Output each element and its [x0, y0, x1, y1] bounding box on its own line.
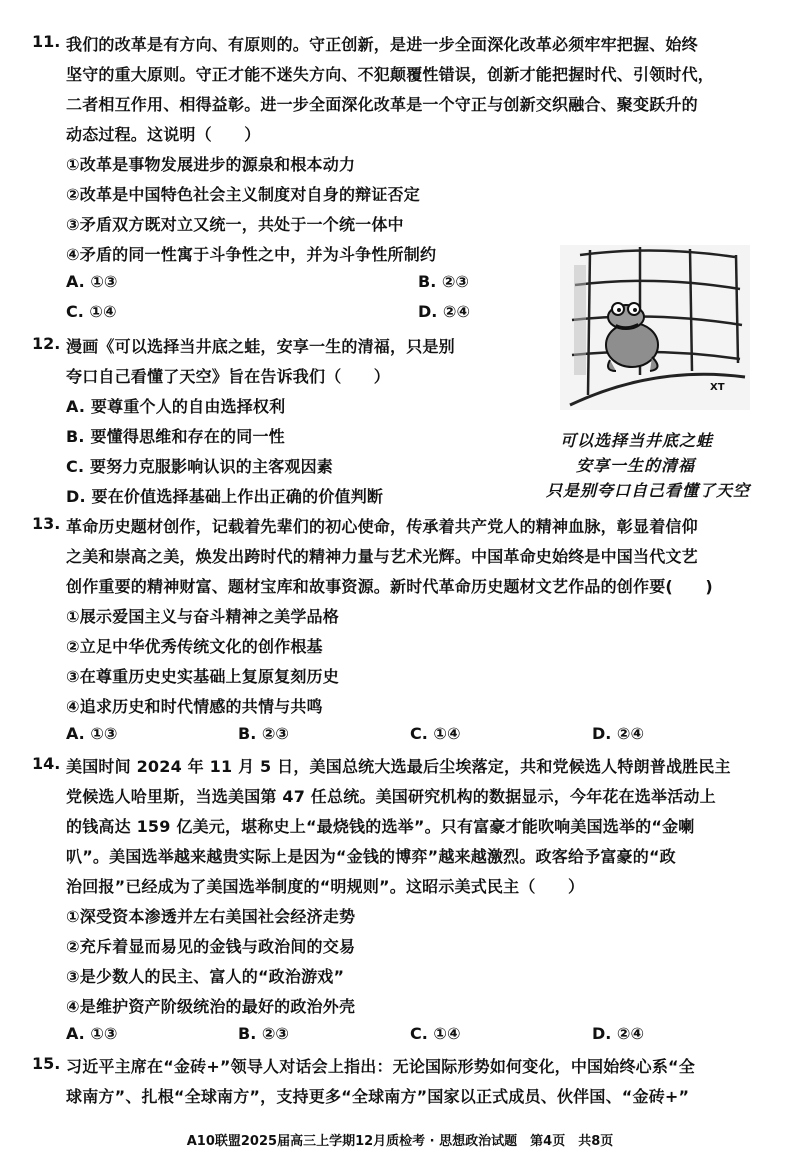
question-number: 14.: [32, 754, 61, 773]
choice-c: C. ①④: [410, 1024, 461, 1043]
question-text-line: 治回报”已经成为了美国选举制度的“明规则”。这昭示美式民主（ ）: [66, 877, 585, 896]
question-text-line: 球南方”、扎根“全球南方”，支持更多“全球南方”国家以正式成员、伙伴国、“金砖+”: [66, 1087, 690, 1106]
statement: ③矛盾双方既对立又统一，共处于一个统一体中: [66, 215, 404, 234]
choice-d: D. ②④: [592, 724, 645, 743]
choice-a: A. ①③: [66, 724, 118, 743]
statement: ①改革是事物发展进步的源泉和根本动力: [66, 155, 356, 174]
choice-a: A. ①③: [66, 1024, 118, 1043]
choice-d: D. ②④: [592, 1024, 645, 1043]
question-number: 11.: [32, 32, 61, 51]
choice-c: C. 要努力克服影响认识的主客观因素: [66, 457, 333, 476]
question-text-line: 漫画《可以选择当井底之蛙，安享一生的清福，只是别: [66, 337, 455, 356]
question-text-line: 创作重要的精神财富、题材宝库和故事资源。新时代革命历史题材文艺作品的创作要( ): [66, 577, 713, 596]
question-text-line: 我们的改革是有方向、有原则的。守正创新，是进一步全面深化改革必须牢牢把握、始终: [66, 35, 698, 54]
cartoon-caption-line: 安享一生的清福: [576, 456, 696, 475]
question-text-line: 夸口自己看懂了天空》旨在告诉我们（ ）: [66, 367, 391, 386]
statement: ④是维护资产阶级统治的最好的政治外壳: [66, 997, 356, 1016]
choice-c: C. ①④: [410, 724, 461, 743]
question-number: 12.: [32, 334, 61, 353]
question-text-line: 坚守的重大原则。守正才能不迷失方向、不犯颠覆性错误，创新才能把握时代、引领时代，: [66, 65, 715, 84]
question-number: 15.: [32, 1054, 61, 1073]
statement: ②充斥着显而易见的金钱与政治间的交易: [66, 937, 356, 956]
question-text-line: 革命历史题材创作，记载着先辈们的初心使命，传承着共产党人的精神血脉，彰显着信仰: [66, 517, 698, 536]
question-text-line: 美国时间 2024 年 11 月 5 日，美国总统大选最后尘埃落定，共和党候选人特朗普战胜民主: [66, 757, 731, 776]
choice-a: A. ①③: [66, 272, 118, 291]
statement: ④追求历史和时代情感的共情与共鸣: [66, 697, 323, 716]
question-text-line: 党候选人哈里斯，当选美国第 47 任总统。美国研究机构的数据显示，今年花在选举活动上: [66, 787, 716, 806]
statement: ③在尊重历史史实基础上复原复刻历史: [66, 667, 339, 686]
statement: ②立足中华优秀传统文化的创作根基: [66, 637, 323, 656]
choice-b: B. ②③: [238, 1024, 289, 1043]
cartoon-caption-line: 可以选择当井底之蛙: [560, 431, 714, 450]
choice-c: C. ①④: [66, 302, 117, 321]
choice-b: B. 要懂得思维和存在的同一性: [66, 427, 285, 446]
question-text-line: 叭”。美国选举越来越贵实际上是因为“金钱的博弈”越来越激烈。政客给予富豪的“政: [66, 847, 676, 866]
question-text-line: 的钱高达 159 亿美元，堪称史上“最烧钱的选举”。只有富豪才能吹响美国选举的“金喇: [66, 817, 695, 836]
cartoon-frog-illustration: [560, 245, 750, 410]
question-text-line: 动态过程。这说明（ ）: [66, 125, 261, 144]
statement: ③是少数人的民主、富人的“政治游戏”: [66, 967, 345, 986]
cartoon-caption-line: 只是别夸口自己看懂了天空: [546, 481, 751, 500]
statement: ①展示爱国主义与奋斗精神之美学品格: [66, 607, 339, 626]
choice-d: D. 要在价值选择基础上作出正确的价值判断: [66, 487, 384, 506]
question-text-line: 习近平主席在“金砖+”领导人对话会上指出：无论国际形势如何变化，中国始终心系“全: [66, 1057, 695, 1076]
choice-b: B. ②③: [418, 272, 469, 291]
question-number: 13.: [32, 514, 61, 533]
choice-d: D. ②④: [418, 302, 471, 321]
choice-b: B. ②③: [238, 724, 289, 743]
choice-a: A. 要尊重个人的自由选择权利: [66, 397, 286, 416]
cartoon-signature: XT: [710, 382, 725, 393]
question-text-line: 二者相互作用、相得益彰。进一步全面深化改革是一个守正与创新交织融合、聚变跃升的: [66, 95, 698, 114]
statement: ④矛盾的同一性寓于斗争性之中，并为斗争性所制约: [66, 245, 437, 264]
statement: ①深受资本渗透并左右美国社会经济走势: [66, 907, 356, 926]
statement: ②改革是中国特色社会主义制度对自身的辩证否定: [66, 185, 420, 204]
question-text-line: 之美和崇高之美，焕发出跨时代的精神力量与艺术光辉。中国革命史始终是中国当代文艺: [66, 547, 698, 566]
page-footer: A10联盟2025届高三上学期12月质检考 · 思想政治试题 第4页 共8页: [186, 1134, 614, 1149]
